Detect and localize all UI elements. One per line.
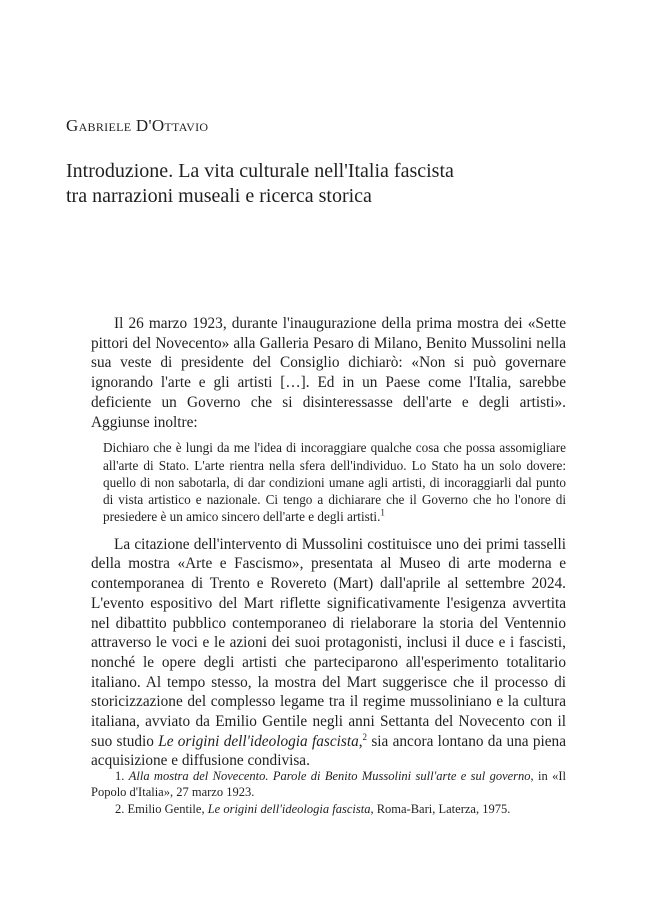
chapter-title-line-2: tra narrazioni museali e ricerca storica xyxy=(66,185,372,207)
body-text xyxy=(91,314,566,771)
footnote-2-number: 2. xyxy=(115,801,125,816)
paragraph-2-comma: , xyxy=(358,732,363,750)
footnote-1-rest: , in «Il Popolo d'Italia», 27 marzo 1923. xyxy=(91,769,566,800)
footnotes xyxy=(91,768,566,817)
footnote-ref-1: 1 xyxy=(380,508,385,519)
paragraph-1: Il 26 marzo 1923, durante l'inaugurazione della prima mostra dei «Sette pittori del Novecento» alla Galleria Pesaro di Milano, Benito Mussolini nella sua veste di presidente del Consiglio dichiarò: «Non si può governare ignorando l'arte e gli artisti […]. Ed in un Paese come l'Italia, sarebbe deficiente un Governo che si disinteressasse dell'arte e degli artisti». Aggiunse inoltre: xyxy=(91,315,566,431)
block-quote-text xyxy=(103,439,566,525)
footnote-ref-2: 2 xyxy=(362,731,368,742)
block-quote xyxy=(103,439,566,525)
paragraph-2-part-b: sia ancora lontano da una piena acquisizione e diffusione condivisa. xyxy=(91,732,566,770)
author-name xyxy=(66,116,208,136)
chapter-title xyxy=(66,159,586,209)
footnote-2-author: Emilio Gentile, xyxy=(127,801,205,816)
footnote-1 xyxy=(91,768,566,801)
paragraph-2-part-a: La citazione dell'intervento di Mussolini costituisce uno dei primi tasselli della mostra «Arte e Fascismo», presentata al Museo di arte moderna e contemporanea di Trento e Rovereto (Mart) dall'aprile al settembre 2024. L'evento espositivo del Mart riflette significativamente l'esigenza avvertita nel dibattito pubblico contemporaneo di rielaborare la storia del Ventennio attraverso le voci e le azioni dei suoi protagonisti, inclusi il duce e i fascisti, nonché le opere degli artisti che parteciparono all'esperimento totalitario italiano. Al tempo stesso, la mostra del Mart suggerisce che il processo di storicizzazione del complesso legame tra il regime mussoliniano e la cultura italiana, avviato da Emilio Gentile negli anni Settanta del Novecento con il suo studio xyxy=(91,535,566,750)
chapter-title-line-1: Introduzione. La vita culturale nell'Italia fascista xyxy=(66,160,454,182)
footnote-2-rest: , Roma-Bari, Laterza, 1975. xyxy=(370,801,511,816)
footnote-1-italic: Alla mostra del Novecento. Parole di Benito Mussolini sull'arte e sul governo xyxy=(128,769,531,783)
footnote-1-number: 1. xyxy=(115,769,125,783)
author-first-name: Gabriele xyxy=(66,116,132,135)
book-title: Le origini dell'ideologia fascista xyxy=(158,732,359,750)
quote-content: Dichiaro che è lungi da me l'idea di incoraggiare qualche cosa che possa assomigliare all'arte di Stato. L'arte rientra nella sfera dell'individuo. Lo Stato ha un solo dovere: quello di non sabotarla, di dar condizioni umane agli artisti, di incoraggiarli dal punto di vista artistico e nazionale. Ci tengo a dichiarare che il Governo che ho l'onore di presiedere è un amico sincero dell'arte e degli artisti. xyxy=(103,440,566,525)
footnote-2-italic: Le origini dell'ideologia fascista xyxy=(207,801,371,816)
footnote-2 xyxy=(91,801,566,817)
paragraph-2 xyxy=(91,535,566,771)
author-last-name: D'Ottavio xyxy=(135,116,209,135)
